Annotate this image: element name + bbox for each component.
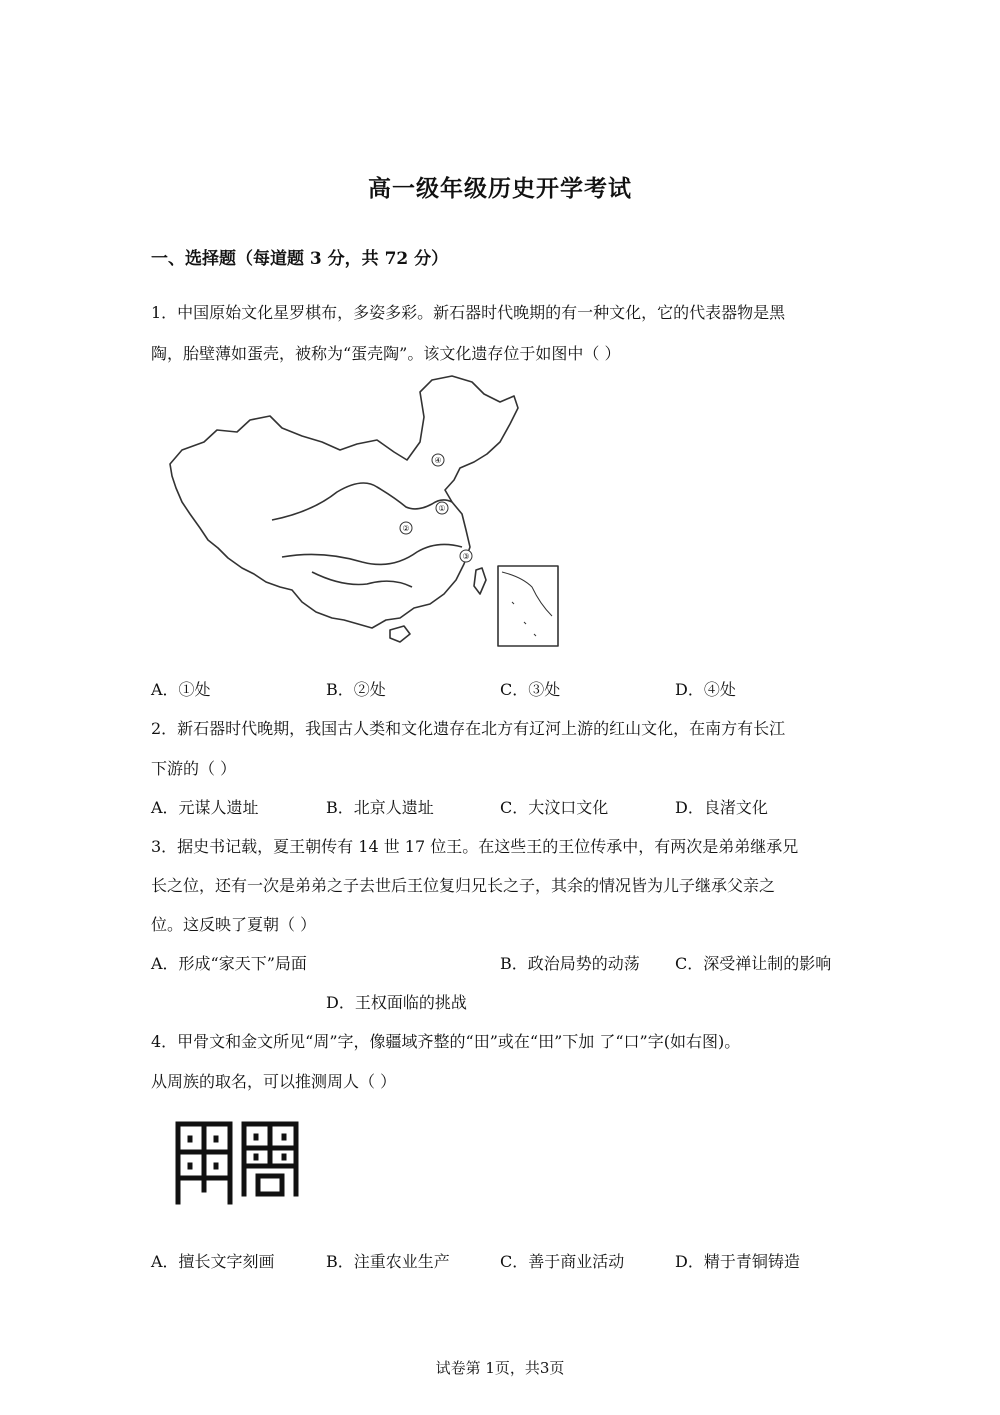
q3-option-b[interactable]: B．政治局势的动荡: [500, 954, 640, 973]
zhou-glyph-1: [178, 1124, 230, 1202]
page-footer: 试卷第 1页，共3页: [435, 1359, 565, 1377]
china-map-figure: [162, 372, 564, 650]
section-heading: 一、选择题（每道题 3 分，共 72 分）: [151, 249, 449, 269]
q2-option-c[interactable]: C．大汶口文化: [500, 798, 609, 817]
question-3-line-3: 位。这反映了夏朝（ ）: [151, 915, 317, 934]
question-3-line-1: 3．据史书记载，夏王朝传有 14 世 17 位王。在这些王的王位传承中，有两次是弟弟继承兄: [151, 837, 799, 856]
hainan-island: [390, 626, 410, 642]
question-4-line-2: 从周族的取名，可以推测周人（ ）: [151, 1072, 397, 1091]
map-marker-4: ④: [434, 456, 442, 465]
q4-option-c[interactable]: C．善于商业活动: [500, 1252, 625, 1271]
page-title: 高一级年级历史开学考试: [368, 175, 632, 202]
q2-option-a[interactable]: A．元谋人遗址: [151, 798, 259, 817]
q1-option-c[interactable]: C．③处: [500, 680, 561, 699]
question-1-line-2: 陶，胎壁薄如蛋壳，被称为“蛋壳陶”。该文化遗存位于如图中（ ）: [151, 344, 621, 363]
zhou-character-figure: [170, 1110, 302, 1206]
question-4-line-1: 4．甲骨文和金文所见“周”字，像疆域齐整的“田”或在“田”下加 了“口”字(如右图)。: [151, 1032, 741, 1051]
q1-option-d[interactable]: D．④处: [675, 680, 736, 699]
question-2-line-2: 下游的（ ）: [151, 759, 237, 778]
q3-option-c[interactable]: C．深受禅让制的影响: [675, 954, 832, 973]
map-marker-2: ②: [402, 524, 410, 533]
range-line: [312, 572, 412, 587]
q4-option-a[interactable]: A．擅长文字刻画: [151, 1252, 275, 1271]
south-china-sea-inset: [498, 566, 558, 646]
q4-option-b[interactable]: B．注重农业生产: [326, 1252, 450, 1271]
map-marker-3: ③: [462, 552, 470, 561]
q3-option-a[interactable]: A．形成“家天下”局面: [151, 954, 307, 973]
q3-option-d[interactable]: D．王权面临的挑战: [326, 993, 467, 1012]
q1-option-a[interactable]: A．①处: [151, 680, 211, 699]
river-line-1: [272, 483, 452, 520]
q1-option-b[interactable]: B．②处: [326, 680, 386, 699]
taiwan-island: [474, 568, 486, 594]
q2-option-d[interactable]: D．良渚文化: [675, 798, 768, 817]
question-1-line-1: 1．中国原始文化星罗棋布，多姿多彩。新石器时代晚期的有一种文化，它的代表器物是黑: [151, 303, 786, 322]
q2-option-b[interactable]: B．北京人遗址: [326, 798, 434, 817]
question-3-line-2: 长之位，还有一次是弟弟之子去世后王位复归兄长之子，其余的情况皆为儿子继承父亲之: [151, 876, 776, 895]
q4-option-d[interactable]: D．精于青铜铸造: [675, 1252, 800, 1271]
zhou-glyph-2: [244, 1124, 296, 1194]
river-line-2: [282, 544, 462, 564]
china-outline: [170, 376, 518, 628]
question-2-line-1: 2．新石器时代晚期，我国古人类和文化遗存在北方有辽河上游的红山文化，在南方有长江: [151, 719, 786, 738]
map-marker-1: ①: [438, 504, 446, 513]
